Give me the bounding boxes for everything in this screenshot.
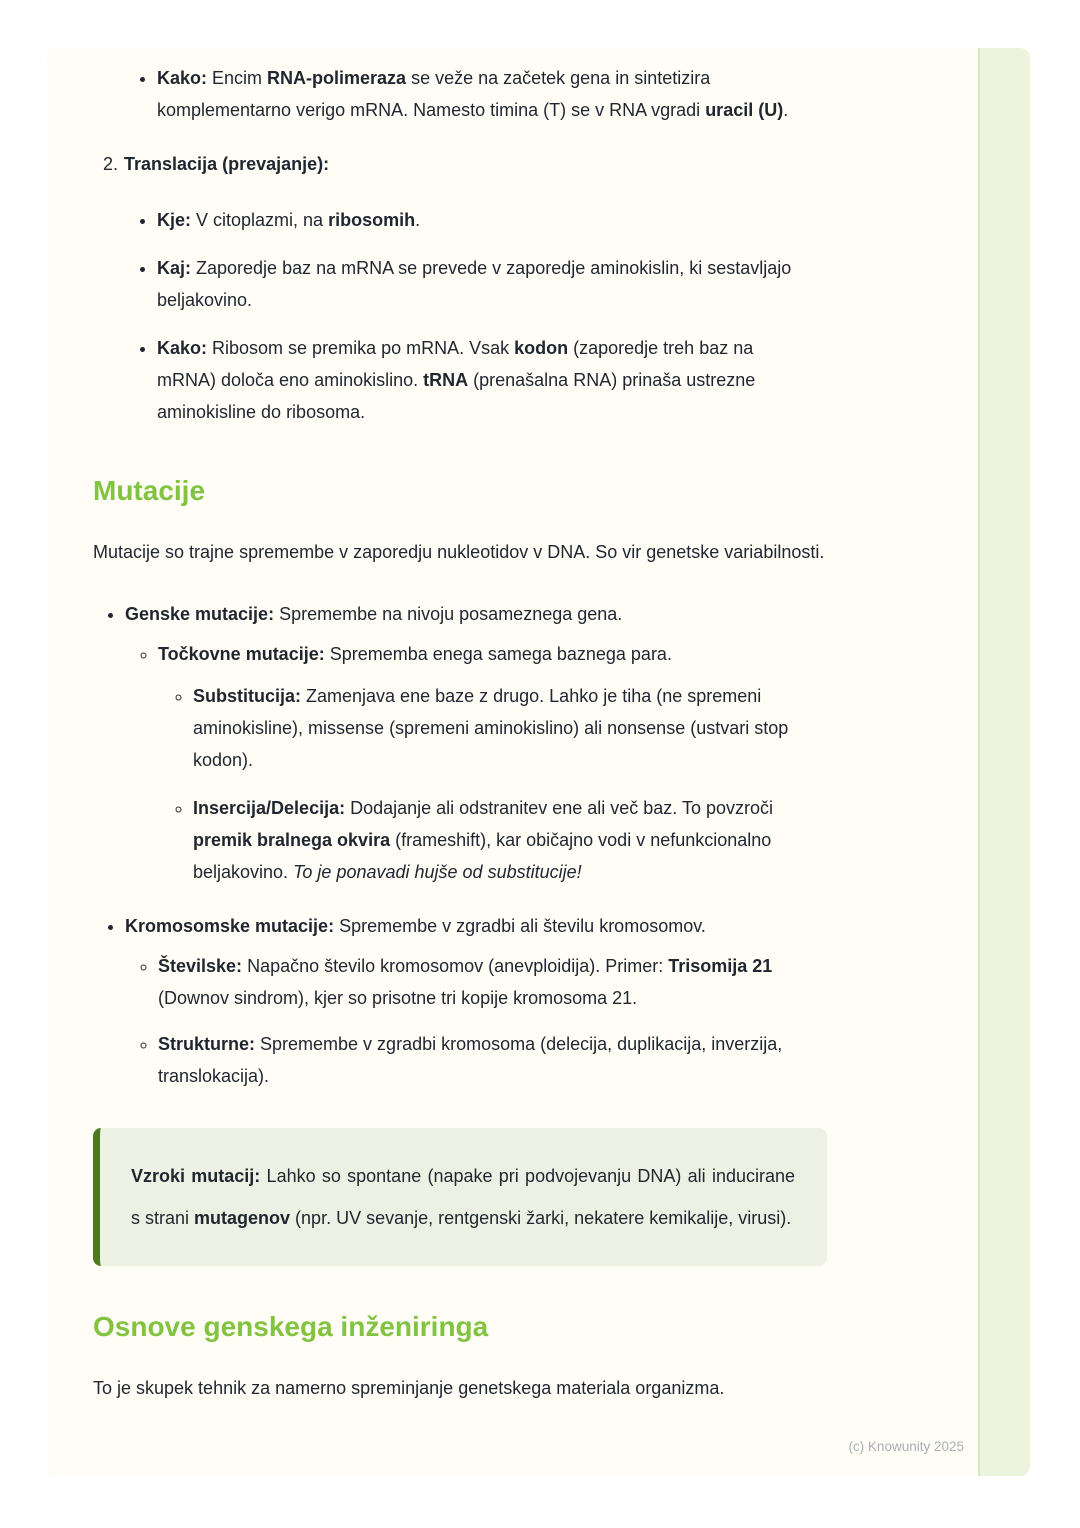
section-heading-mutacije: Mutacije bbox=[93, 475, 206, 506]
list-item-stevilske: ◦ Številske: Napačno število kromosomov (anevploidija). Primer: Trisomija 21 (Downov sindrom), kjer so prisotne tri kopije kromosoma 21. bbox=[158, 950, 818, 1014]
engineering-intro-paragraph: To je skupek tehnik za namerno spreminjanje genetskega materiala organizma. bbox=[93, 1378, 725, 1398]
copyright-watermark: (c) Knowunity 2025 bbox=[848, 1439, 964, 1454]
numbered-item-translacija bbox=[93, 148, 913, 180]
section-heading-osnove-genskega-inzeniringa: Osnove genskega inženiringa bbox=[93, 1311, 489, 1342]
translation-list bbox=[93, 204, 913, 428]
list-item-kje: • Kje: V citoplazmi, na ribosomih. bbox=[157, 204, 817, 236]
tockovne-sublist bbox=[158, 680, 818, 888]
transcription-list bbox=[93, 62, 913, 126]
list-item-kaj: • Kaj: Zaporedje baz na mRNA se prevede v zaporedje aminokislin, ki sestavljajo beljakovino. bbox=[157, 252, 817, 316]
numbered-item-label: Translacija (prevajanje): bbox=[124, 154, 330, 174]
list-item-strukturne: ◦ Strukturne: Spremembe v zgradbi kromosoma (delecija, duplikacija, inverzija, translokacija). bbox=[158, 1028, 818, 1092]
genske-sublist bbox=[125, 638, 825, 888]
list-item-substitucija: ◦ Substitucija: Zamenjava ene baze z drugo. Lahko je tiha (ne spremeni aminokisline), missense (spremeni aminokislino) ali nonsense (ustvari stop kodon). bbox=[193, 680, 793, 776]
list-item-kako-transcription: • Kako: Encim RNA-polimeraza se veže na začetek gena in sintetizira komplementarno verigo mRNA. Namesto timina (T) se v RNA vgradi uracil (U). bbox=[157, 62, 817, 126]
list-item-kromosomske-mutacije: • Kromosomske mutacije: Spremembe v zgradbi ali številu kromosomov. ◦ Številske: Napačno število kromosomov (anevploidija). Primer: Trisomija 21 (Downov sindrom), kjer so prisotne tri kopije kromosoma 21. ◦ Strukturne: Spremembe v zgradbi kromosoma (delecija, duplikacija, inverzija, translokacija). bbox=[125, 910, 825, 1092]
list-item-tockovne-mutacije: ◦ Točkovne mutacije: Sprememba enega samega baznega para. ◦ Substitucija: Zamenjava ene baze z drugo. Lahko je tiha (ne spremeni aminokisline), missense (spremeni aminokislino) ali nonsense (ustvari stop kodon). ◦ Insercija/Delecija: Dodajanje ali odstranitev ene ali več baz. To povzroči premik bralnega okvira (frameshift), kar običajno vodi v nefunkcionalno beljakovino. To je ponavadi hujše od substitucije! bbox=[158, 638, 818, 888]
page-edge-strip bbox=[978, 48, 1030, 1476]
mutations-intro-paragraph: Mutacije so trajne spremembe v zaporedju nukleotidov v DNA. So vir genetske variabilnosti. bbox=[93, 542, 825, 562]
page-content bbox=[93, 60, 913, 1434]
kromosomske-sublist bbox=[125, 950, 825, 1092]
list-item-insercija-delecija: ◦ Insercija/Delecija: Dodajanje ali odstranitev ene ali več baz. To povzroči premik bralnega okvira (frameshift), kar običajno vodi v nefunkcionalno beljakovino. To je ponavadi hujše od substitucije! bbox=[193, 792, 793, 888]
mutations-list bbox=[93, 598, 913, 1092]
list-item-genske-mutacije: • Genske mutacije: Spremembe na nivoju posameznega gena. ◦ Točkovne mutacije: Sprememba enega samega baznega para. ◦ Substitucija: Zamenjava ene baze z drugo. Lahko je tiha (ne spremeni aminokisline), missense (spremeni aminokislino) ali nonsense (ustvari stop kodon). ◦ Insercija/Delecija: Dodajanje ali odstranitev ene ali več baz. To povzroči premik bralnega okvira (frameshift), kar običajno vodi v nefunkcionalno beljakovino. To je ponavadi hujše od substitucije! bbox=[125, 598, 825, 888]
list-item-kako-translation: • Kako: Ribosom se premika po mRNA. Vsak kodon (zaporedje treh baz na mRNA) določa eno aminokislino. tRNA (prenašalna RNA) prinaša ustrezne aminokisline do ribosoma. bbox=[157, 332, 817, 428]
list-number: 2. bbox=[103, 154, 119, 174]
callout-vzroki-mutacij: Vzroki mutacij: Lahko so spontane (napake pri podvojevanju DNA) ali inducirane s strani mutagenov (npr. UV sevanje, rentgenski žarki, nekatere kemikalije, virusi). bbox=[93, 1128, 827, 1266]
document-page bbox=[46, 48, 1032, 1476]
